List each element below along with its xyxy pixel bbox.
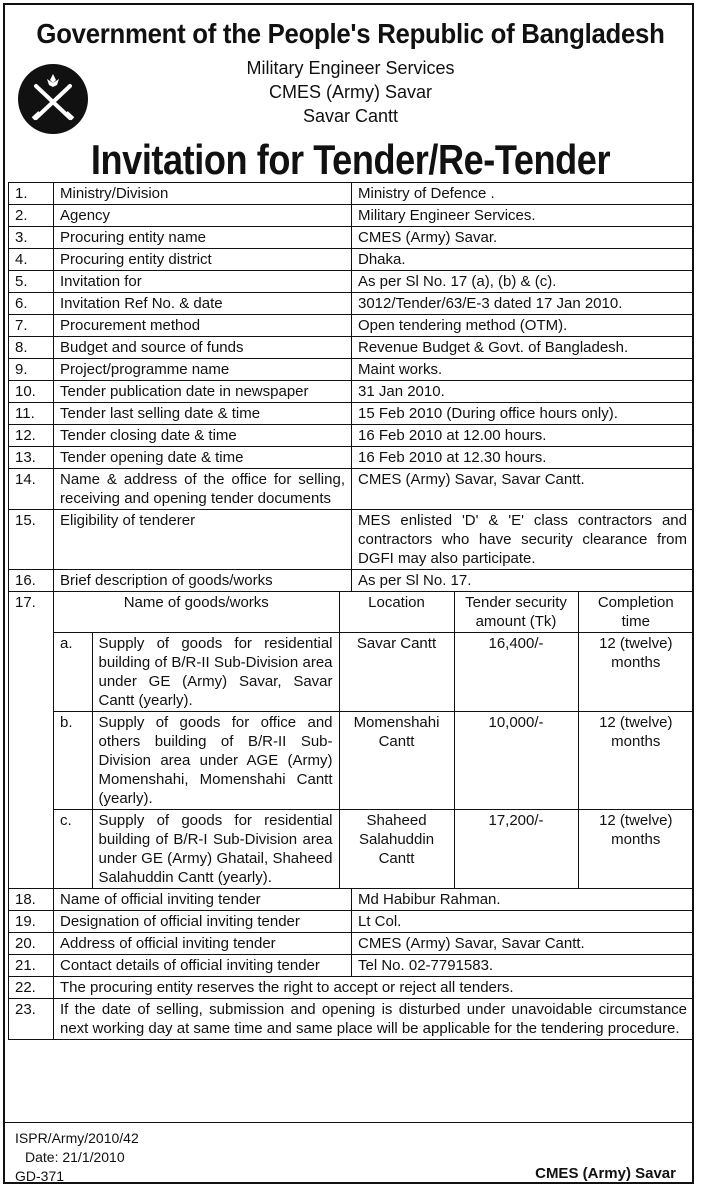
item-completion-time: 12 (twelve) months [578, 633, 693, 712]
table-row-17 [9, 592, 694, 889]
header-tender-security: Tender security amount (Tk) [454, 592, 578, 633]
row-value: Ministry of Defence . [352, 183, 694, 205]
item-security-amount: 17,200/- [454, 810, 578, 889]
row-label: Invitation Ref No. & date [54, 293, 352, 315]
table-row [9, 337, 694, 359]
row-value: 16 Feb 2010 at 12.30 hours. [352, 447, 694, 469]
footer-reference-block [15, 1129, 139, 1186]
row-value: 31 Jan 2010. [352, 381, 694, 403]
row-label: Brief description of goods/works [54, 570, 352, 592]
row-number: 22. [9, 977, 54, 999]
row-label: Tender closing date & time [54, 425, 352, 447]
item-completion-time: 12 (twelve) months [578, 810, 693, 889]
reserve-right-text: The procuring entity reserves the right to accept or reject all tenders. [54, 977, 694, 999]
notice-title: Invitation for Tender/Re-Tender [90, 136, 611, 183]
table-row [9, 469, 694, 510]
table-row [9, 447, 694, 469]
row-number: 11. [9, 403, 54, 425]
row-value: Dhaka. [352, 249, 694, 271]
item-location: Momenshahi Cantt [339, 712, 454, 810]
goods-works-item-row [54, 712, 693, 810]
goods-works-table [54, 592, 693, 888]
row-value: Lt Col. [352, 911, 694, 933]
row-value: As per Sl No. 17 (a), (b) & (c). [352, 271, 694, 293]
table-row [9, 570, 694, 592]
row-number: 15. [9, 510, 54, 570]
header-completion-time: Completion time [578, 592, 693, 633]
row-number: 20. [9, 933, 54, 955]
org-line-1: Military Engineer Services [246, 58, 455, 78]
row-value: Revenue Budget & Govt. of Bangladesh. [352, 337, 694, 359]
row-label: Agency [54, 205, 352, 227]
row-label: Project/programme name [54, 359, 352, 381]
item-description: Supply of goods for residential building of B/R-II Sub-Division area under GE (Army) Savar, Savar Cantt (yearly). [92, 633, 339, 712]
row-label: Procuring entity district [54, 249, 352, 271]
issue-date: Date: 21/1/2010 [25, 1149, 125, 1165]
table-row [9, 249, 694, 271]
row-number: 17. [9, 592, 54, 889]
row-label: Address of official inviting tender [54, 933, 352, 955]
row-number: 4. [9, 249, 54, 271]
item-location: Savar Cantt [339, 633, 454, 712]
item-security-amount: 16,400/- [454, 633, 578, 712]
row-label: Name & address of the office for selling, receiving and opening tender documents [54, 469, 352, 510]
row-label: Name of official inviting tender [54, 889, 352, 911]
row-value: As per Sl No. 17. [352, 570, 694, 592]
table-row [9, 911, 694, 933]
row-value: CMES (Army) Savar, Savar Cantt. [352, 469, 694, 510]
row-number: 9. [9, 359, 54, 381]
row-value: 15 Feb 2010 (During office hours only). [352, 403, 694, 425]
goods-works-item-row [54, 633, 693, 712]
item-letter: a. [54, 633, 92, 712]
row-value: 16 Feb 2010 at 12.00 hours. [352, 425, 694, 447]
row-label: Eligibility of tenderer [54, 510, 352, 570]
row-value: Military Engineer Services. [352, 205, 694, 227]
item-security-amount: 10,000/- [454, 712, 578, 810]
ispr-reference: ISPR/Army/2010/42 [15, 1130, 139, 1146]
item-description: Supply of goods for office and others building of B/R-II Sub-Division area under AGE (Army) Momenshahi, Momenshahi Cantt (yearly). [92, 712, 339, 810]
row-number: 5. [9, 271, 54, 293]
item-completion-time: 12 (twelve) months [578, 712, 693, 810]
row-number: 1. [9, 183, 54, 205]
government-heading: Government of the People's Republic of Bangladesh [36, 18, 665, 49]
gd-code: GD-371 [15, 1168, 65, 1184]
row-value: Open tendering method (OTM). [352, 315, 694, 337]
table-row [9, 183, 694, 205]
row-number: 7. [9, 315, 54, 337]
row-number: 13. [9, 447, 54, 469]
row-value: Tel No. 02-7791583. [352, 955, 694, 977]
goods-works-item-row [54, 810, 693, 889]
row-label: Contact details of official inviting tender [54, 955, 352, 977]
row-value: MES enlisted 'D' & 'E' class contractors and contractors who have security clearance from DGFI may also participate. [352, 510, 694, 570]
row-value: CMES (Army) Savar, Savar Cantt. [352, 933, 694, 955]
table-row [9, 933, 694, 955]
org-line-2: CMES (Army) Savar [268, 82, 432, 102]
row-number: 23. [9, 999, 54, 1040]
table-row [9, 205, 694, 227]
table-row [9, 381, 694, 403]
org-line-3: Savar Cantt [302, 106, 399, 126]
crossed-swords-emblem-icon [18, 64, 88, 134]
row-label: Tender publication date in newspaper [54, 381, 352, 403]
table-row [9, 293, 694, 315]
table-row [9, 425, 694, 447]
table-row [9, 315, 694, 337]
table-row [9, 227, 694, 249]
row-label: Procuring entity name [54, 227, 352, 249]
item-letter: c. [54, 810, 92, 889]
row-label: Budget and source of funds [54, 337, 352, 359]
row-number: 19. [9, 911, 54, 933]
row-value: 3012/Tender/63/E-3 dated 17 Jan 2010. [352, 293, 694, 315]
table-row [9, 403, 694, 425]
row-label: Ministry/Division [54, 183, 352, 205]
row-value: Md Habibur Rahman. [352, 889, 694, 911]
table-row-22 [9, 977, 694, 999]
item-letter: b. [54, 712, 92, 810]
row-number: 16. [9, 570, 54, 592]
row-number: 2. [9, 205, 54, 227]
row-label: Designation of official inviting tender [54, 911, 352, 933]
table-row-23 [9, 999, 694, 1040]
signature-office: CMES (Army) Savar [535, 1165, 676, 1182]
goods-works-cell [54, 592, 694, 889]
table-row [9, 510, 694, 570]
row-number: 6. [9, 293, 54, 315]
table-row [9, 271, 694, 293]
header-location: Location [339, 592, 454, 633]
row-number: 10. [9, 381, 54, 403]
tender-details-table [8, 182, 694, 1040]
date-change-note: If the date of selling, submission and opening is disturbed under unavoidable circumstance next working day at same time and same place will be applicable for the tendering procedure. [54, 999, 694, 1040]
row-number: 21. [9, 955, 54, 977]
item-description: Supply of goods for residential building of B/R-I Sub-Division area under GE (Army) Ghatail, Shaheed Salahuddin Cantt (yearly). [92, 810, 339, 889]
row-value: Maint works. [352, 359, 694, 381]
row-number: 14. [9, 469, 54, 510]
header-name-of-goods: Name of goods/works [54, 592, 339, 633]
row-label: Tender last selling date & time [54, 403, 352, 425]
row-number: 3. [9, 227, 54, 249]
table-row [9, 889, 694, 911]
row-number: 18. [9, 889, 54, 911]
table-row [9, 955, 694, 977]
notice-footer [3, 1122, 694, 1185]
item-location: Shaheed Salahuddin Cantt [339, 810, 454, 889]
table-row [9, 359, 694, 381]
row-value: CMES (Army) Savar. [352, 227, 694, 249]
row-label: Tender opening date & time [54, 447, 352, 469]
row-label: Procurement method [54, 315, 352, 337]
row-number: 12. [9, 425, 54, 447]
goods-works-header-row [54, 592, 693, 633]
row-label: Invitation for [54, 271, 352, 293]
row-number: 8. [9, 337, 54, 359]
